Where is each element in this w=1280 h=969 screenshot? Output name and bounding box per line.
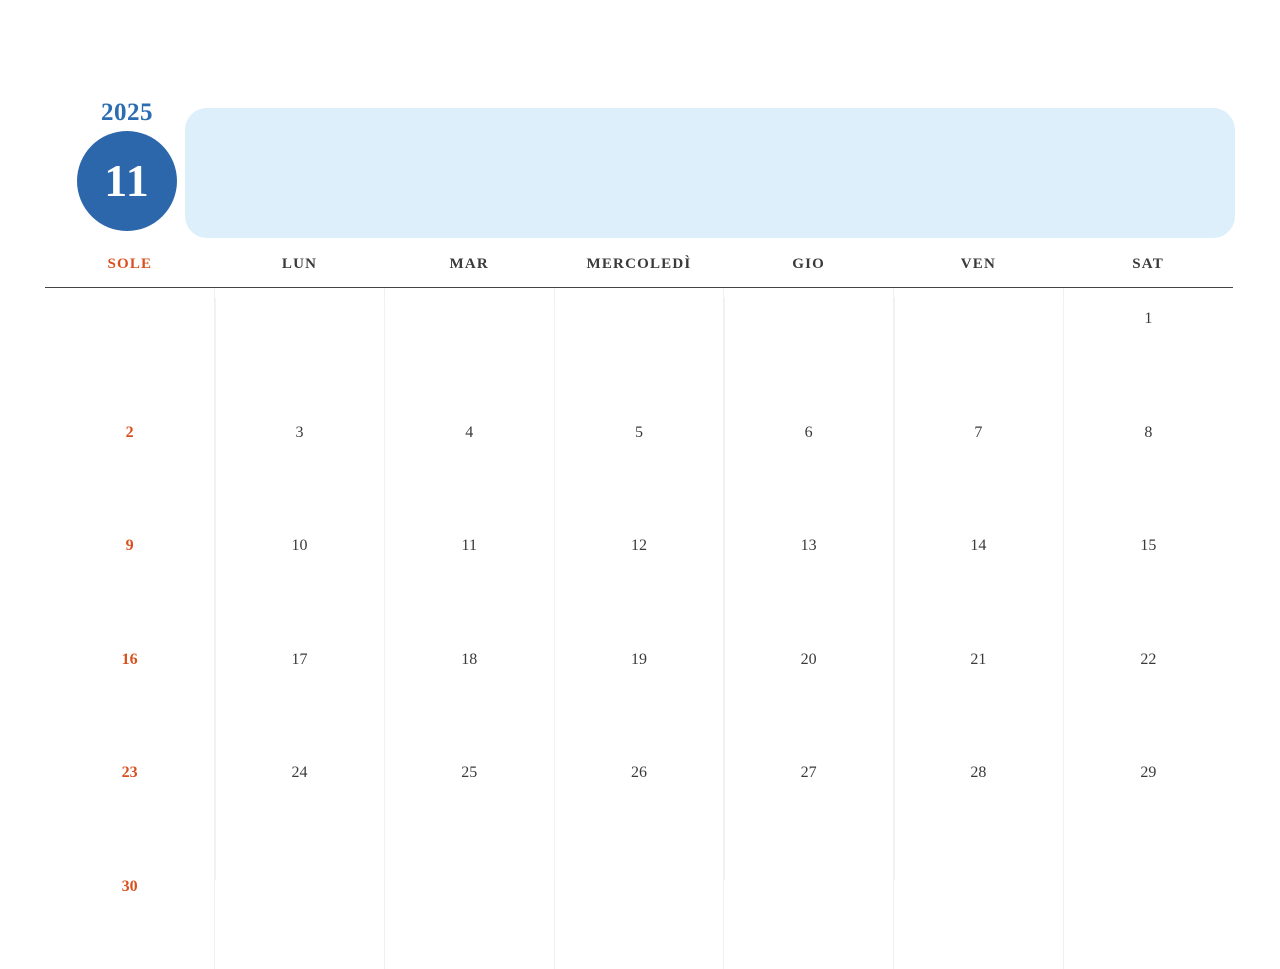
weekday-header-thu: GIO [724,255,894,288]
year-label: 2025 [57,100,197,125]
day-cell[interactable]: 2 [45,402,215,516]
day-cell[interactable] [215,856,385,969]
day-cell[interactable]: 21 [894,629,1064,743]
day-cell[interactable]: 8 [1063,402,1233,516]
day-cell[interactable]: 9 [45,515,215,629]
day-cell[interactable]: 28 [894,742,1064,856]
day-cell[interactable] [384,288,554,402]
day-cell[interactable]: 10 [215,515,385,629]
day-cell[interactable]: 24 [215,742,385,856]
week-row [45,629,1233,743]
week-row [45,742,1233,856]
day-cell[interactable]: 20 [724,629,894,743]
day-cell[interactable]: 12 [554,515,724,629]
week-row [45,856,1233,969]
month-circle [77,131,177,231]
day-cell[interactable]: 11 [384,515,554,629]
day-cell[interactable]: 25 [384,742,554,856]
notes-box[interactable] [185,108,1235,238]
weekday-header-row [45,255,1233,288]
weekday-header-fri: VEN [894,255,1064,288]
day-cell[interactable]: 22 [1063,629,1233,743]
day-cell[interactable]: 4 [384,402,554,516]
day-cell[interactable]: 30 [45,856,215,969]
day-cell[interactable]: 18 [384,629,554,743]
day-cell[interactable]: 15 [1063,515,1233,629]
month-number-label: 11 [104,158,149,204]
day-cell[interactable] [554,856,724,969]
day-cell[interactable] [724,856,894,969]
day-cell[interactable]: 7 [894,402,1064,516]
day-cell[interactable]: 5 [554,402,724,516]
day-cell[interactable] [215,288,385,402]
day-cell[interactable] [894,856,1064,969]
day-cell[interactable]: 14 [894,515,1064,629]
weekday-header-sun: SOLE [45,255,215,288]
weekday-header-wed: MERCOLEDÌ [554,255,724,288]
day-cell[interactable]: 27 [724,742,894,856]
day-cell[interactable]: 3 [215,402,385,516]
day-cell[interactable] [45,288,215,402]
week-row [45,402,1233,516]
day-cell[interactable] [554,288,724,402]
day-cell[interactable] [1063,856,1233,969]
month-block [57,100,197,231]
day-cell[interactable]: 26 [554,742,724,856]
day-cell[interactable] [724,288,894,402]
day-cell[interactable]: 1 [1063,288,1233,402]
calendar-grid [45,255,1233,969]
calendar-table [45,255,1233,969]
day-cell[interactable] [384,856,554,969]
weekday-header-mon: LUN [215,255,385,288]
weekday-header-tue: MAR [384,255,554,288]
day-cell[interactable]: 6 [724,402,894,516]
day-cell[interactable]: 17 [215,629,385,743]
day-cell[interactable]: 16 [45,629,215,743]
weekday-header-sat: SAT [1063,255,1233,288]
day-cell[interactable]: 19 [554,629,724,743]
day-cell[interactable]: 23 [45,742,215,856]
day-cell[interactable]: 13 [724,515,894,629]
calendar-header [45,100,1235,245]
week-row [45,288,1233,402]
day-cell[interactable] [894,288,1064,402]
day-cell[interactable]: 29 [1063,742,1233,856]
week-row [45,515,1233,629]
